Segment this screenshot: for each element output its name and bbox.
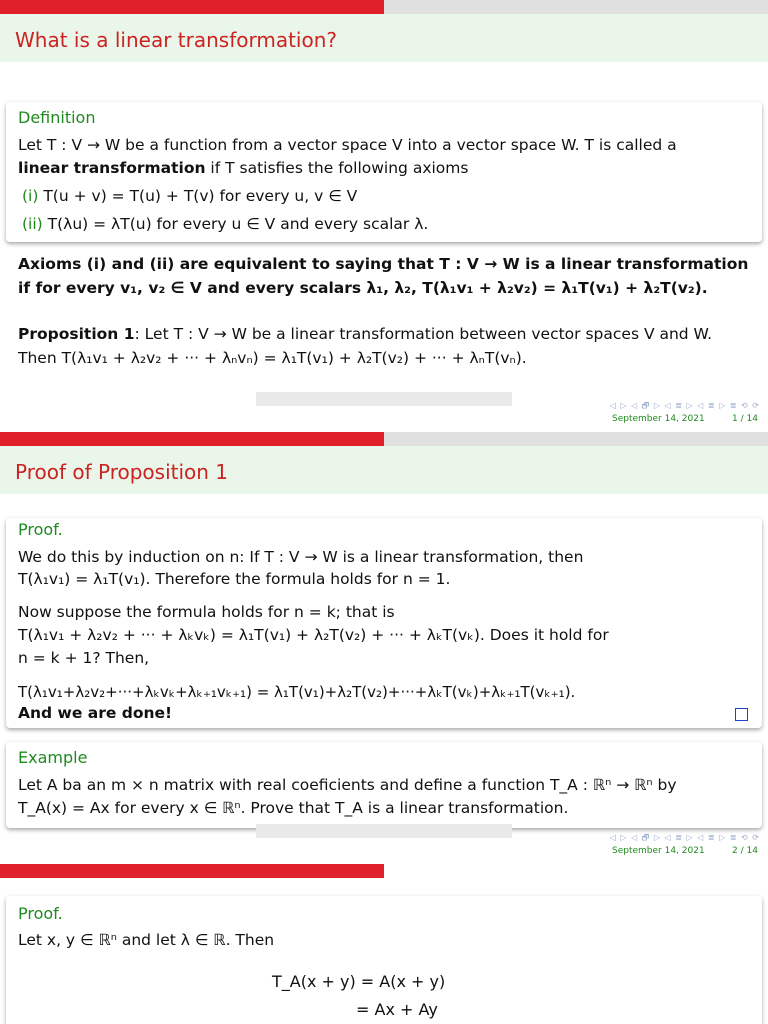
slide-2	[0, 432, 768, 864]
proof-p3-line-1: T(λ₁v₁+λ₂v₂+···+λₖvₖ+λₖ₊₁vₖ₊₁) = λ₁T(v₁)+λ₂T(v₂)+···+λₖT(vₖ)+λₖ₊₁T(vₖ₊₁).	[18, 683, 576, 701]
slide-title: Proof of Proposition 1	[15, 460, 229, 484]
navigation-icons[interactable]: ◁ ▷ ◁ 🗗 ▷ ◁ ≣ ▷ ◁ ≣ ▷ ≣ ⟲ ⟳	[609, 401, 760, 410]
footer	[0, 400, 768, 432]
slide-title: What is a linear transformation?	[15, 28, 338, 52]
footer-page-number: 1 / 14	[732, 414, 758, 424]
proposition-label: Proposition 1	[18, 325, 135, 343]
proposition-line-2: Then T(λ₁v₁ + λ₂v₂ + ··· + λₙvₙ) = λ₁T(v₁) + λ₂T(v₂) + ··· + λₙT(vₙ).	[18, 349, 527, 367]
proof-p1-line-1: We do this by induction on n: If T : V → W is a linear transformation, then	[18, 548, 584, 566]
example-title: Example	[18, 748, 88, 767]
definition-line-2-rest: if T satisfies the following axioms	[205, 159, 469, 177]
footer-date: September 14, 2021	[612, 414, 705, 424]
axiom-2-label: (ii)	[22, 215, 43, 233]
proof-p2-line-3: n = k + 1? Then,	[18, 649, 150, 667]
definition-line-1: Let T : V → W be a function from a vector space V into a vector space W. T is called a	[18, 136, 677, 154]
definition-title: Definition	[18, 108, 96, 127]
axiom-2-text: T(λu) = λT(u) for every u ∈ V and every scalar λ.	[47, 215, 429, 233]
slide-1	[0, 0, 768, 432]
footer	[0, 832, 768, 864]
proof-p1-line-2: T(λ₁v₁) = λ₁T(v₁). Therefore the formula holds for n = 1.	[18, 570, 451, 588]
example-line-2: T_A(x) = Ax for every x ∈ ℝⁿ. Prove that T_A is a linear transformation.	[18, 799, 569, 817]
footer-page-number: 2 / 14	[732, 846, 758, 856]
navigation-icons[interactable]: ◁ ▷ ◁ 🗗 ▷ ◁ ≣ ▷ ◁ ≣ ▷ ≣ ⟲ ⟳	[609, 833, 760, 842]
footer-date: September 14, 2021	[612, 846, 705, 856]
proof-conclusion: And we are done!	[18, 704, 173, 722]
proof-line-1: Let x, y ∈ ℝⁿ and let λ ∈ ℝ. Then	[18, 931, 275, 949]
axiom-2	[22, 214, 428, 234]
frame-title-bar	[0, 14, 768, 62]
equivalence-line-2: if for every v₁, v₂ ∈ V and every scalars λ₁, λ₂, T(λ₁v₁ + λ₂v₂) = λ₁T(v₁) + λ₂T(v₂).	[18, 279, 708, 297]
proof-title: Proof.	[18, 904, 63, 923]
proof-p2-line-2: T(λ₁v₁ + λ₂v₂ + ··· + λₖvₖ) = λ₁T(v₁) + λ₂T(v₂) + ··· + λₖT(vₖ). Does it hold for	[18, 626, 609, 644]
qed-square-icon	[735, 708, 748, 721]
header-bar	[0, 0, 768, 14]
axiom-1-text: T(u + v) = T(u) + T(v) for every u, v ∈ V	[43, 187, 358, 205]
proposition-line-1-rest: : Let T : V → W be a linear transformation between vector spaces V and W.	[134, 325, 713, 343]
equation-line-1: T_A(x + y) = A(x + y)	[272, 972, 446, 991]
definition-line-2	[18, 158, 468, 178]
proof-p2-line-1: Now suppose the formula holds for n = k; that is	[18, 603, 395, 621]
proof-title: Proof.	[18, 520, 63, 539]
proposition-line-1	[18, 324, 712, 344]
axiom-1-label: (i)	[22, 187, 39, 205]
axiom-1	[22, 186, 357, 206]
header-bar	[0, 864, 768, 878]
example-line-1: Let A ba an m × n matrix with real coeficients and define a function T_A : ℝⁿ → ℝⁿ by	[18, 776, 677, 794]
equivalence-line-1: Axioms (i) and (ii) are equivalent to saying that T : V → W is a linear transformation	[18, 255, 749, 273]
equation-line-2: = Ax + Ay	[356, 1000, 438, 1019]
slide-3	[0, 864, 768, 1024]
header-bar	[0, 432, 768, 446]
frame-title-bar	[0, 446, 768, 494]
term-bold: linear transformation	[18, 159, 206, 177]
